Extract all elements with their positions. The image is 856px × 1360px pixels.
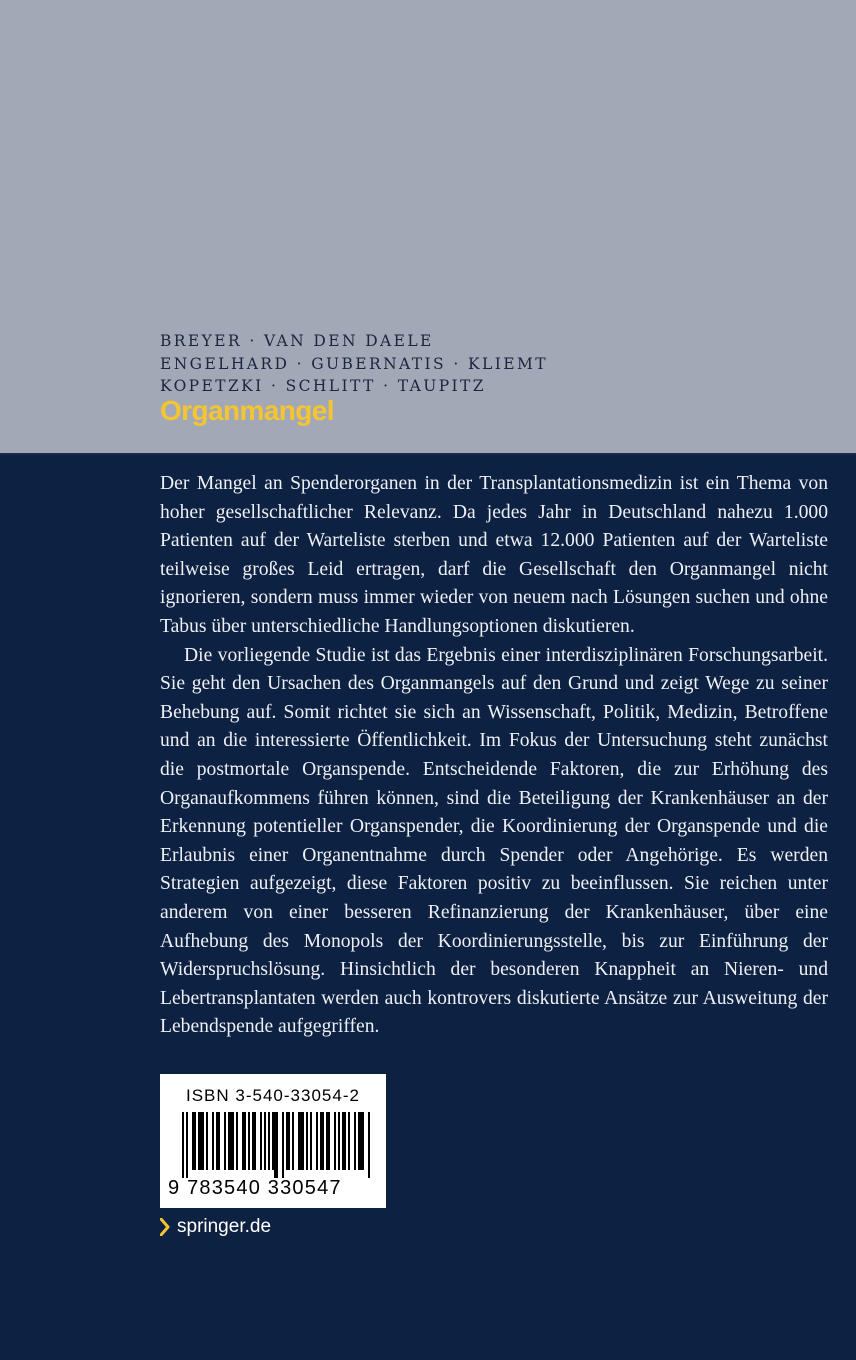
chevron-right-icon xyxy=(160,1218,170,1236)
ean-number: 9 783540 330547 xyxy=(168,1177,342,1199)
author-line: ENGELHARD · GUBERNATIS · KLIEMT xyxy=(160,354,548,373)
author-line: BREYER · VAN DEN DAELE xyxy=(160,332,434,350)
publisher-website: springer.de xyxy=(177,1216,272,1237)
publisher-link[interactable] xyxy=(160,1216,271,1238)
author-list xyxy=(160,330,548,398)
blurb-paragraph: Die vorliegende Studie ist das Ergebnis einer interdisziplinären Forschungsarbeit. Sie geht den Ursachen des Organmangels auf den Grund und zeigt Wege zu seiner Behebung auf. Somit richtet sie sich an Wissenschaft, Politik, Medizin, Betroffene und an die interessierte Öffentlichkeit. Im Fokus der Untersuchung steht zunächst die postmortale Organspende. Entscheidende Faktoren, die zur Erhöhung des Organaufkommens führen können, sind die Beteiligung der Krankenhäuser an der Erkennung potentieller Organspender, die Koordinierung der Organspende und die Erlaubnis einer Organentnahme durch Spender oder Angehörige. Es werden Strategien aufgezeigt, diese Faktoren positiv zu beeinflussen. Sie reichen unter anderem von einer besseren Refinanzierung der Krankenhäuser, über eine Aufhebung des Monopols der Koordinierungsstelle, bis zur Einführung der Widerspruchslösung. Hinsichtlich der besonderen Knappheit an Nieren- und Lebertransplantaten werden auch kontrovers diskutierte Ansätze zur Ausweitung der Lebendspende aufgegriffen. xyxy=(160,644,828,1038)
isbn-barcode-box xyxy=(160,1074,386,1208)
blurb-text xyxy=(160,470,828,1042)
isbn-number: ISBN 3-540-33054-2 xyxy=(186,1086,360,1105)
author-line: KOPETZKI · SCHLITT · TAUPITZ xyxy=(160,377,486,395)
barcode-icon xyxy=(182,1112,372,1178)
blurb-paragraph: Der Mangel an Spenderorganen in der Transplantationsmedizin ist ein Thema von hoher gesellschaftlicher Relevanz. Da jedes Jahr in Deutschland nahezu 1.000 Patienten auf der Warteliste sterben und etwa 12.000 Patienten auf der Warteliste teilweise großes Leid ertragen, darf die Gesellschaft den Organmangel nicht ignorieren, sondern muss immer wieder von neuem nach Lösungen suchen und ohne Tabus über unterschiedliche Handlungsoptionen diskutieren. xyxy=(160,473,828,637)
book-title: Organmangel xyxy=(160,395,334,426)
